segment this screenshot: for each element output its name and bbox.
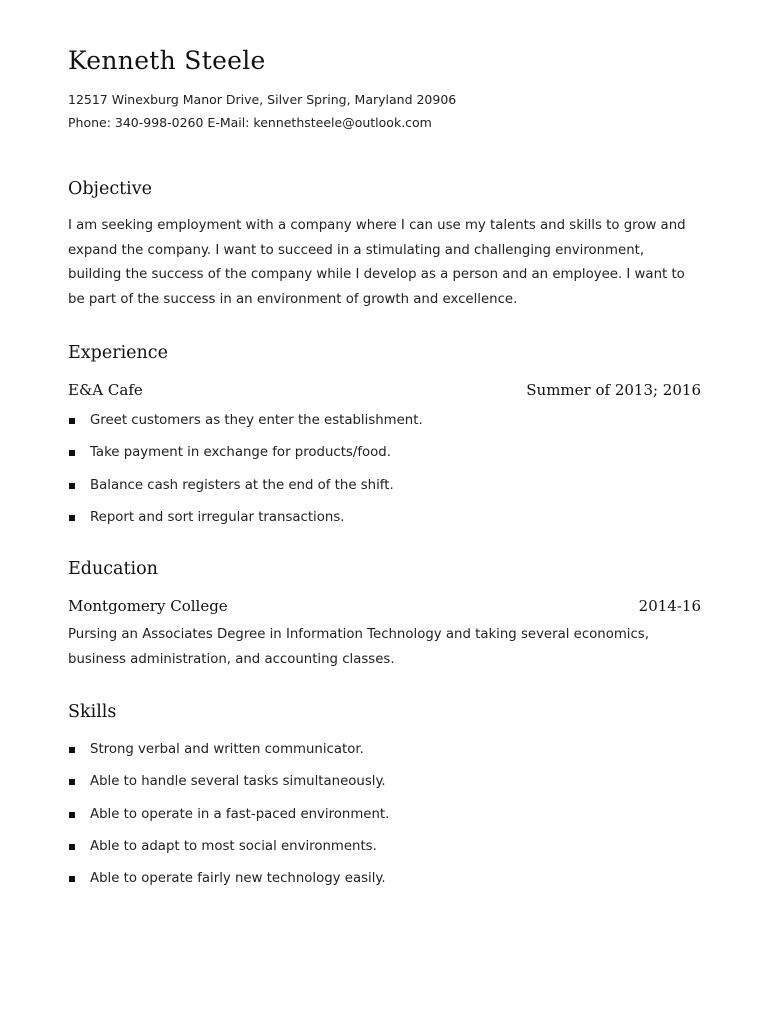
employer-name: E&A Cafe: [68, 381, 143, 399]
education-header: [68, 597, 701, 615]
list-item: [68, 444, 423, 476]
skill-text: Able to operate in a fast-paced environment.: [90, 806, 390, 822]
experience-duties-list: [68, 412, 423, 541]
employment-dates: Summer of 2013; 2016: [526, 381, 701, 399]
bullet-square-icon: [69, 418, 75, 424]
list-item: [68, 412, 423, 444]
list-item: [68, 741, 389, 773]
education-heading: Education: [68, 559, 158, 579]
list-item: [68, 838, 389, 870]
bullet-square-icon: [69, 483, 75, 489]
bullet-square-icon: [69, 450, 75, 456]
bullet-square-icon: [69, 747, 75, 753]
objective-text: I am seeking employment with a company where I can use my talents and skills to grow and expand the company. I want to succeed in a stimulating and challenging environment, building the success of the company while I develop as a person and an employee. I want to be part of the success in an environment of growth and excellence.: [68, 218, 686, 307]
bullet-square-icon: [69, 515, 75, 521]
duty-text: Balance cash registers at the end of the shift.: [90, 477, 394, 493]
duty-text: Greet customers as they enter the establishment.: [90, 413, 423, 428]
bullet-square-icon: [69, 876, 75, 882]
skill-text: Strong verbal and written communicator.: [90, 742, 364, 757]
duty-text: Report and sort irregular transactions.: [90, 509, 345, 525]
skill-text: Able to handle several tasks simultaneously.: [90, 774, 386, 790]
experience-job-header: [68, 381, 701, 399]
school-name: Montgomery College: [68, 597, 228, 615]
skill-text: Able to adapt to most social environments.: [90, 838, 377, 854]
bullet-square-icon: [69, 844, 75, 850]
list-item: [68, 773, 389, 805]
objective-heading: Objective: [68, 179, 153, 199]
list-item: [68, 806, 389, 838]
contact-line: Phone: 340-998-0260 E-Mail: kennethsteele@outlook.com: [68, 115, 432, 130]
address-line: 12517 Winexburg Manor Drive, Silver Spring, Maryland 20906: [68, 92, 457, 107]
skills-list: [68, 741, 389, 902]
list-item: [68, 509, 423, 541]
education-dates: 2014-16: [638, 597, 701, 615]
bullet-square-icon: [69, 812, 75, 818]
skills-heading: Skills: [68, 702, 117, 722]
education-text: Pursing an Associates Degree in Information Technology and taking several economics, business administration, and accounting classes.: [68, 627, 649, 667]
bullet-square-icon: [69, 779, 75, 785]
duty-text: Take payment in exchange for products/food.: [90, 445, 391, 461]
list-item: [68, 477, 423, 509]
skill-text: Able to operate fairly new technology easily.: [90, 871, 386, 887]
experience-heading: Experience: [68, 343, 168, 363]
candidate-name: Kenneth Steele: [68, 46, 266, 75]
list-item: [68, 870, 389, 902]
